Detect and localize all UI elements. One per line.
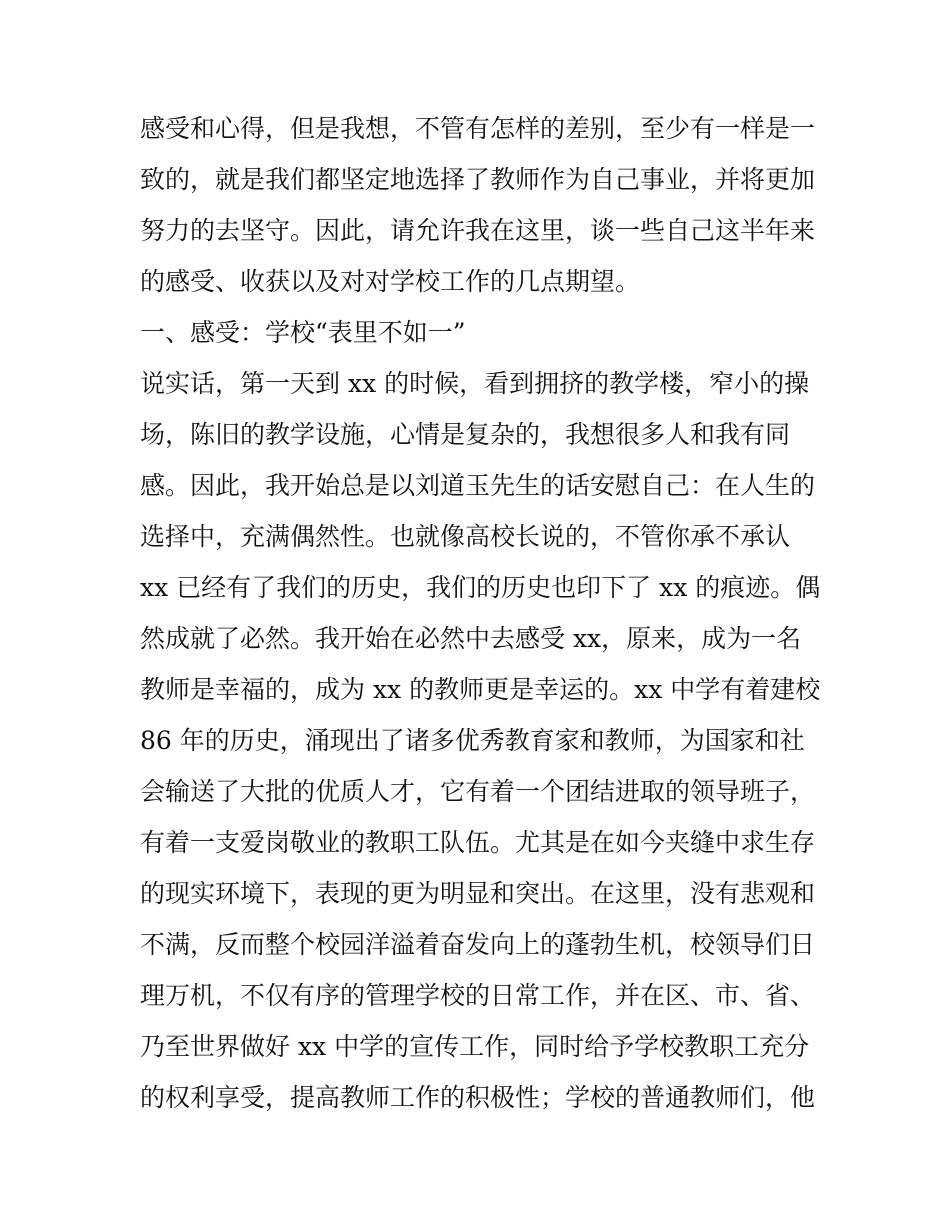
text-line: 的感受、收获以及对对学校工作的几点期望。 <box>140 267 641 296</box>
text-line: 的权利享受，提高教师工作的积极性；学校的普通教师们，他 <box>140 1083 816 1112</box>
text-line: 教师是幸福的，成为 xx 的教师更是幸运的。xx 中学有着建校 <box>140 675 820 704</box>
text-line: 感。因此，我开始总是以刘道玉先生的话安慰自己：在人生的 <box>140 471 816 500</box>
text-line: 不满，反而整个校园洋溢着奋发向上的蓬勃生机，校领导们日 <box>140 930 816 959</box>
text-line: 理万机，不仅有序的管理学校的日常工作，并在区、市、省、 <box>140 981 816 1010</box>
document-body <box>140 103 820 1123</box>
text-line: 有着一支爱岗敬业的教职工队伍。尤其是在如今夹缝中求生存 <box>140 828 816 857</box>
text-line: 努力的去坚守。因此，请允许我在这里，谈一些自己这半年来 <box>140 216 816 245</box>
text-line: xx 已经有了我们的历史，我们的历史也印下了 xx 的痕迹。偶 <box>140 573 820 602</box>
text-line: 86 年的历史，涌现出了诸多优秀教育家和教师，为国家和社 <box>140 726 805 755</box>
text-line: 乃至世界做好 xx 中学的宣传工作，同时给予学校教职工充分 <box>140 1032 810 1061</box>
text-line: 然成就了必然。我开始在必然中去感受 xx，原来，成为一名 <box>140 624 802 653</box>
text-line: 会输送了大批的优质人才，它有着一个团结进取的领导班子， <box>140 777 816 806</box>
text-line: 说实话，第一天到 xx 的时候，看到拥挤的教学楼，窄小的操 <box>140 369 810 398</box>
text-line: 场，陈旧的教学设施，心情是复杂的，我想很多人和我有同 <box>140 420 791 449</box>
text-line: 致的，就是我们都坚定地选择了教师作为自己事业，并将更加 <box>140 165 816 194</box>
text-line: 选择中，充满偶然性。也就像高校长说的，不管你承不承认 <box>140 522 791 551</box>
text-line: 感受和心得，但是我想，不管有怎样的差别，至少有一样是一 <box>140 114 816 143</box>
text-line: 的现实环境下，表现的更为明显和突出。在这里，没有悲观和 <box>140 879 816 908</box>
section-heading: 一、感受：学校“表里不如一” <box>140 318 466 347</box>
